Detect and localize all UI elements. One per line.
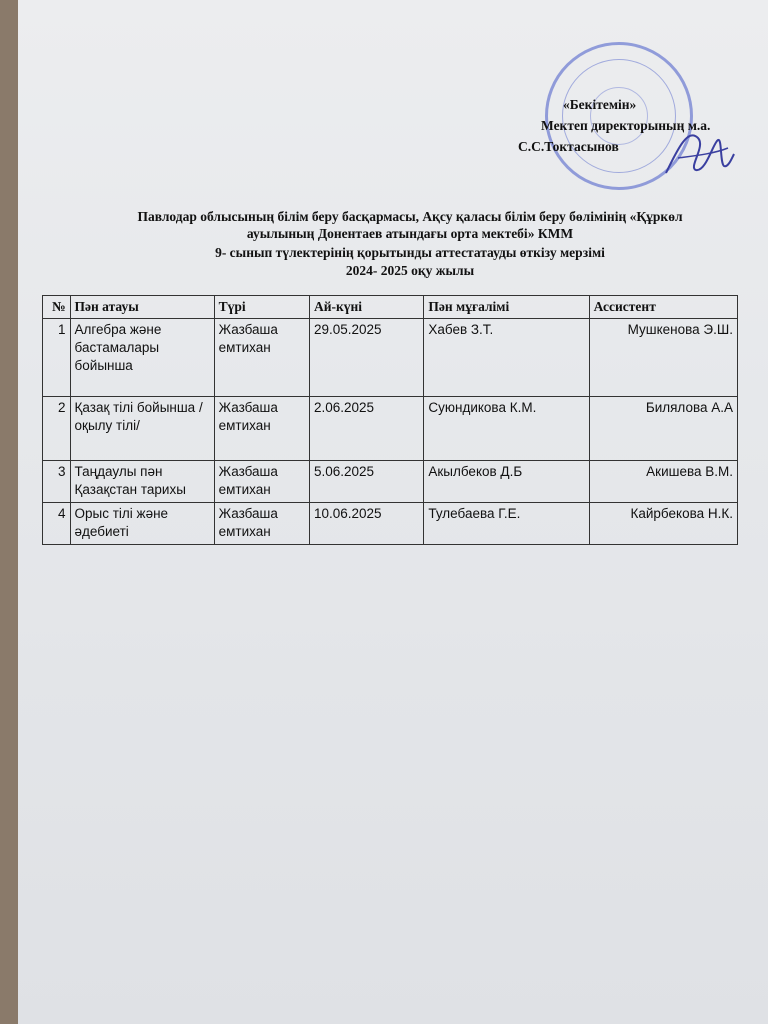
document-title: 9- сынып түлектерінің қорытынды аттестатауды өткізу мерзімі [215, 245, 605, 260]
column-header-type: Түрі [214, 296, 309, 319]
row-subject: Қазақ тілі бойынша /оқылу тілі/ [70, 397, 214, 461]
row-assistant: Акишева В.М. [589, 461, 737, 503]
table-header-row [43, 296, 738, 319]
table-row [43, 319, 738, 397]
column-header-subject: Пән атауы [70, 296, 214, 319]
exam-schedule-table [42, 295, 738, 545]
row-subject: Таңдаулы пән Қазақстан тарихы [70, 461, 214, 503]
row-type: Жазбаша емтихан [214, 397, 309, 461]
academic-year: 2024- 2025 оқу жылы [345, 263, 475, 278]
row-date: 5.06.2025 [309, 461, 423, 503]
row-type: Жазбаша емтихан [214, 503, 309, 545]
row-number: 3 [43, 461, 71, 503]
row-number: 2 [43, 397, 71, 461]
row-teacher: Тулебаева Г.Е. [424, 503, 589, 545]
table-row [43, 397, 738, 461]
row-date: 29.05.2025 [309, 319, 423, 397]
document-header-line-1: Павлодар облысының білім беру басқармасы, Ақсу қаласы білім беру бөлімінің «Құркөл [137, 209, 683, 224]
table-row [43, 503, 738, 545]
row-subject: Алгебра және бастамалары бойынша [70, 319, 214, 397]
column-header-teacher: Пән мұғалімі [424, 296, 589, 319]
row-number: 1 [43, 319, 71, 397]
row-assistant: Кайрбекова Н.К. [589, 503, 737, 545]
column-header-number: № [43, 296, 71, 319]
document-header-line-2: ауылының Донентаев атындағы орта мектебі» КММ [246, 226, 574, 241]
row-date: 10.06.2025 [309, 503, 423, 545]
table-row [43, 461, 738, 503]
row-assistant: Мушкенова Э.Ш. [589, 319, 737, 397]
approval-position: Мектеп директорының м.а. [541, 118, 711, 133]
row-teacher: Хабев З.Т. [424, 319, 589, 397]
approval-name: С.С.Токтасынов [518, 139, 619, 154]
approval-title: «Бекітемін» [563, 97, 637, 112]
row-assistant: Билялова А.А [589, 397, 737, 461]
row-date: 2.06.2025 [309, 397, 423, 461]
row-type: Жазбаша емтихан [214, 319, 309, 397]
column-header-date: Ай-күні [309, 296, 423, 319]
row-number: 4 [43, 503, 71, 545]
row-teacher: Акылбеков Д.Б [424, 461, 589, 503]
column-header-assistant: Ассистент [589, 296, 737, 319]
row-teacher: Суюндикова К.М. [424, 397, 589, 461]
row-type: Жазбаша емтихан [214, 461, 309, 503]
row-subject: Орыс тілі және әдебиеті [70, 503, 214, 545]
